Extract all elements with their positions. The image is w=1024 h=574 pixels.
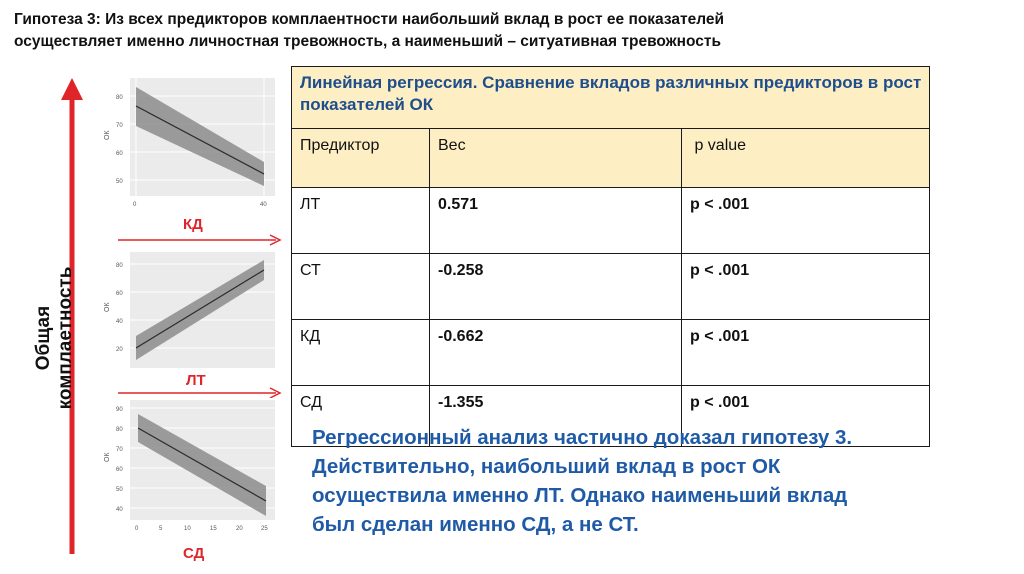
plot-lt xyxy=(100,250,280,378)
plot-sd-xtick: 0 xyxy=(135,526,139,532)
conclusion-text xyxy=(312,423,1012,539)
cell-weight: -0.662 xyxy=(430,320,682,386)
plot-lt-chart xyxy=(100,250,280,378)
cell-weight: 0.571 xyxy=(430,188,682,254)
table-title: Линейная регрессия. Сравнение вкладов различных предикторов в рост показателей ОК xyxy=(292,67,930,129)
cell-predictor: СД xyxy=(292,386,430,447)
plot-sd-ytick: 40 xyxy=(116,507,123,513)
cell-weight: -1.355 xyxy=(430,386,682,447)
cell-p-value: p < .001 xyxy=(682,320,930,386)
plot-kd-ytick: 70 xyxy=(116,123,123,129)
slide-title-line-1: Гипотеза 3: Из всех предикторов комплаентности наибольший вклад в рост ее показателей xyxy=(14,11,724,28)
cell-p-value: p < .001 xyxy=(682,386,930,447)
cell-predictor: КД xyxy=(292,320,430,386)
header-p-value: p value xyxy=(682,129,930,188)
plot-lt-label: ЛТ xyxy=(186,372,206,389)
plot-sd-label: СД xyxy=(183,545,205,562)
cell-p-value: p < .001 xyxy=(682,188,930,254)
plot-lt-ytick: 40 xyxy=(116,319,123,325)
cell-predictor: ЛТ xyxy=(292,188,430,254)
slide-title-line-2: осуществляет именно личностная тревожность, а наименьший – ситуативная тревожность xyxy=(14,33,722,50)
plot-sd-xtick: 10 xyxy=(184,526,191,532)
axis-label-line-1: Общая xyxy=(33,305,54,371)
plot-sd-ytick: 70 xyxy=(116,447,123,453)
plot-sd-xtick: 25 xyxy=(261,526,268,532)
plot-lt-ylabel: ОК xyxy=(104,302,111,312)
plot-sd-ytick: 90 xyxy=(116,407,123,413)
plot-kd-ytick: 50 xyxy=(116,179,123,185)
conclusion-line-4: был сделан именно СД, а не СТ. xyxy=(312,513,639,536)
plot-kd-ylabel: ОК xyxy=(104,130,111,140)
plot-sd-xtick: 15 xyxy=(210,526,217,532)
table-row xyxy=(292,320,930,386)
plot-kd-label: КД xyxy=(183,216,203,233)
conclusion-line-2: Действительно, наибольший вклад в рост ОК xyxy=(312,455,781,478)
plot-lt-ytick: 20 xyxy=(116,347,123,353)
plot-kd-arrow xyxy=(118,233,288,247)
plot-kd-xtick: 0 xyxy=(133,202,137,208)
plot-lt-ytick: 80 xyxy=(116,263,123,269)
slide-title xyxy=(14,9,1014,53)
plot-sd xyxy=(100,398,280,538)
plot-lt-ytick: 60 xyxy=(116,291,123,297)
plot-kd-xtick: 40 xyxy=(260,202,267,208)
regression-table xyxy=(291,66,930,447)
plot-sd-xtick: 5 xyxy=(159,526,163,532)
plot-sd-chart xyxy=(100,398,280,538)
plot-sd-ytick: 50 xyxy=(116,487,123,493)
conclusion-line-3: осуществила именно ЛТ. Однако наименьший вклад xyxy=(312,484,848,507)
table-title-row xyxy=(292,67,930,129)
cell-predictor: СТ xyxy=(292,254,430,320)
header-weight: Вес xyxy=(430,129,682,188)
table-header-row xyxy=(292,129,930,188)
plot-kd xyxy=(100,74,280,214)
plot-sd-ytick: 80 xyxy=(116,427,123,433)
cell-weight: -0.258 xyxy=(430,254,682,320)
table-row xyxy=(292,188,930,254)
axis-label-total-compliance xyxy=(33,208,77,468)
plot-kd-chart xyxy=(100,74,280,214)
plot-sd-ytick: 60 xyxy=(116,467,123,473)
plot-sd-xtick: 20 xyxy=(236,526,243,532)
plot-sd-ylabel: ОК xyxy=(104,452,111,462)
plot-kd-ytick: 80 xyxy=(116,95,123,101)
header-predictor: Предиктор xyxy=(292,129,430,188)
plot-kd-ytick: 60 xyxy=(116,151,123,157)
cell-p-value: p < .001 xyxy=(682,254,930,320)
conclusion-line-1: Регрессионный анализ частично доказал гипотезу 3. xyxy=(312,426,853,449)
table-row xyxy=(292,254,930,320)
axis-label-line-2: комплаетность xyxy=(55,266,76,410)
